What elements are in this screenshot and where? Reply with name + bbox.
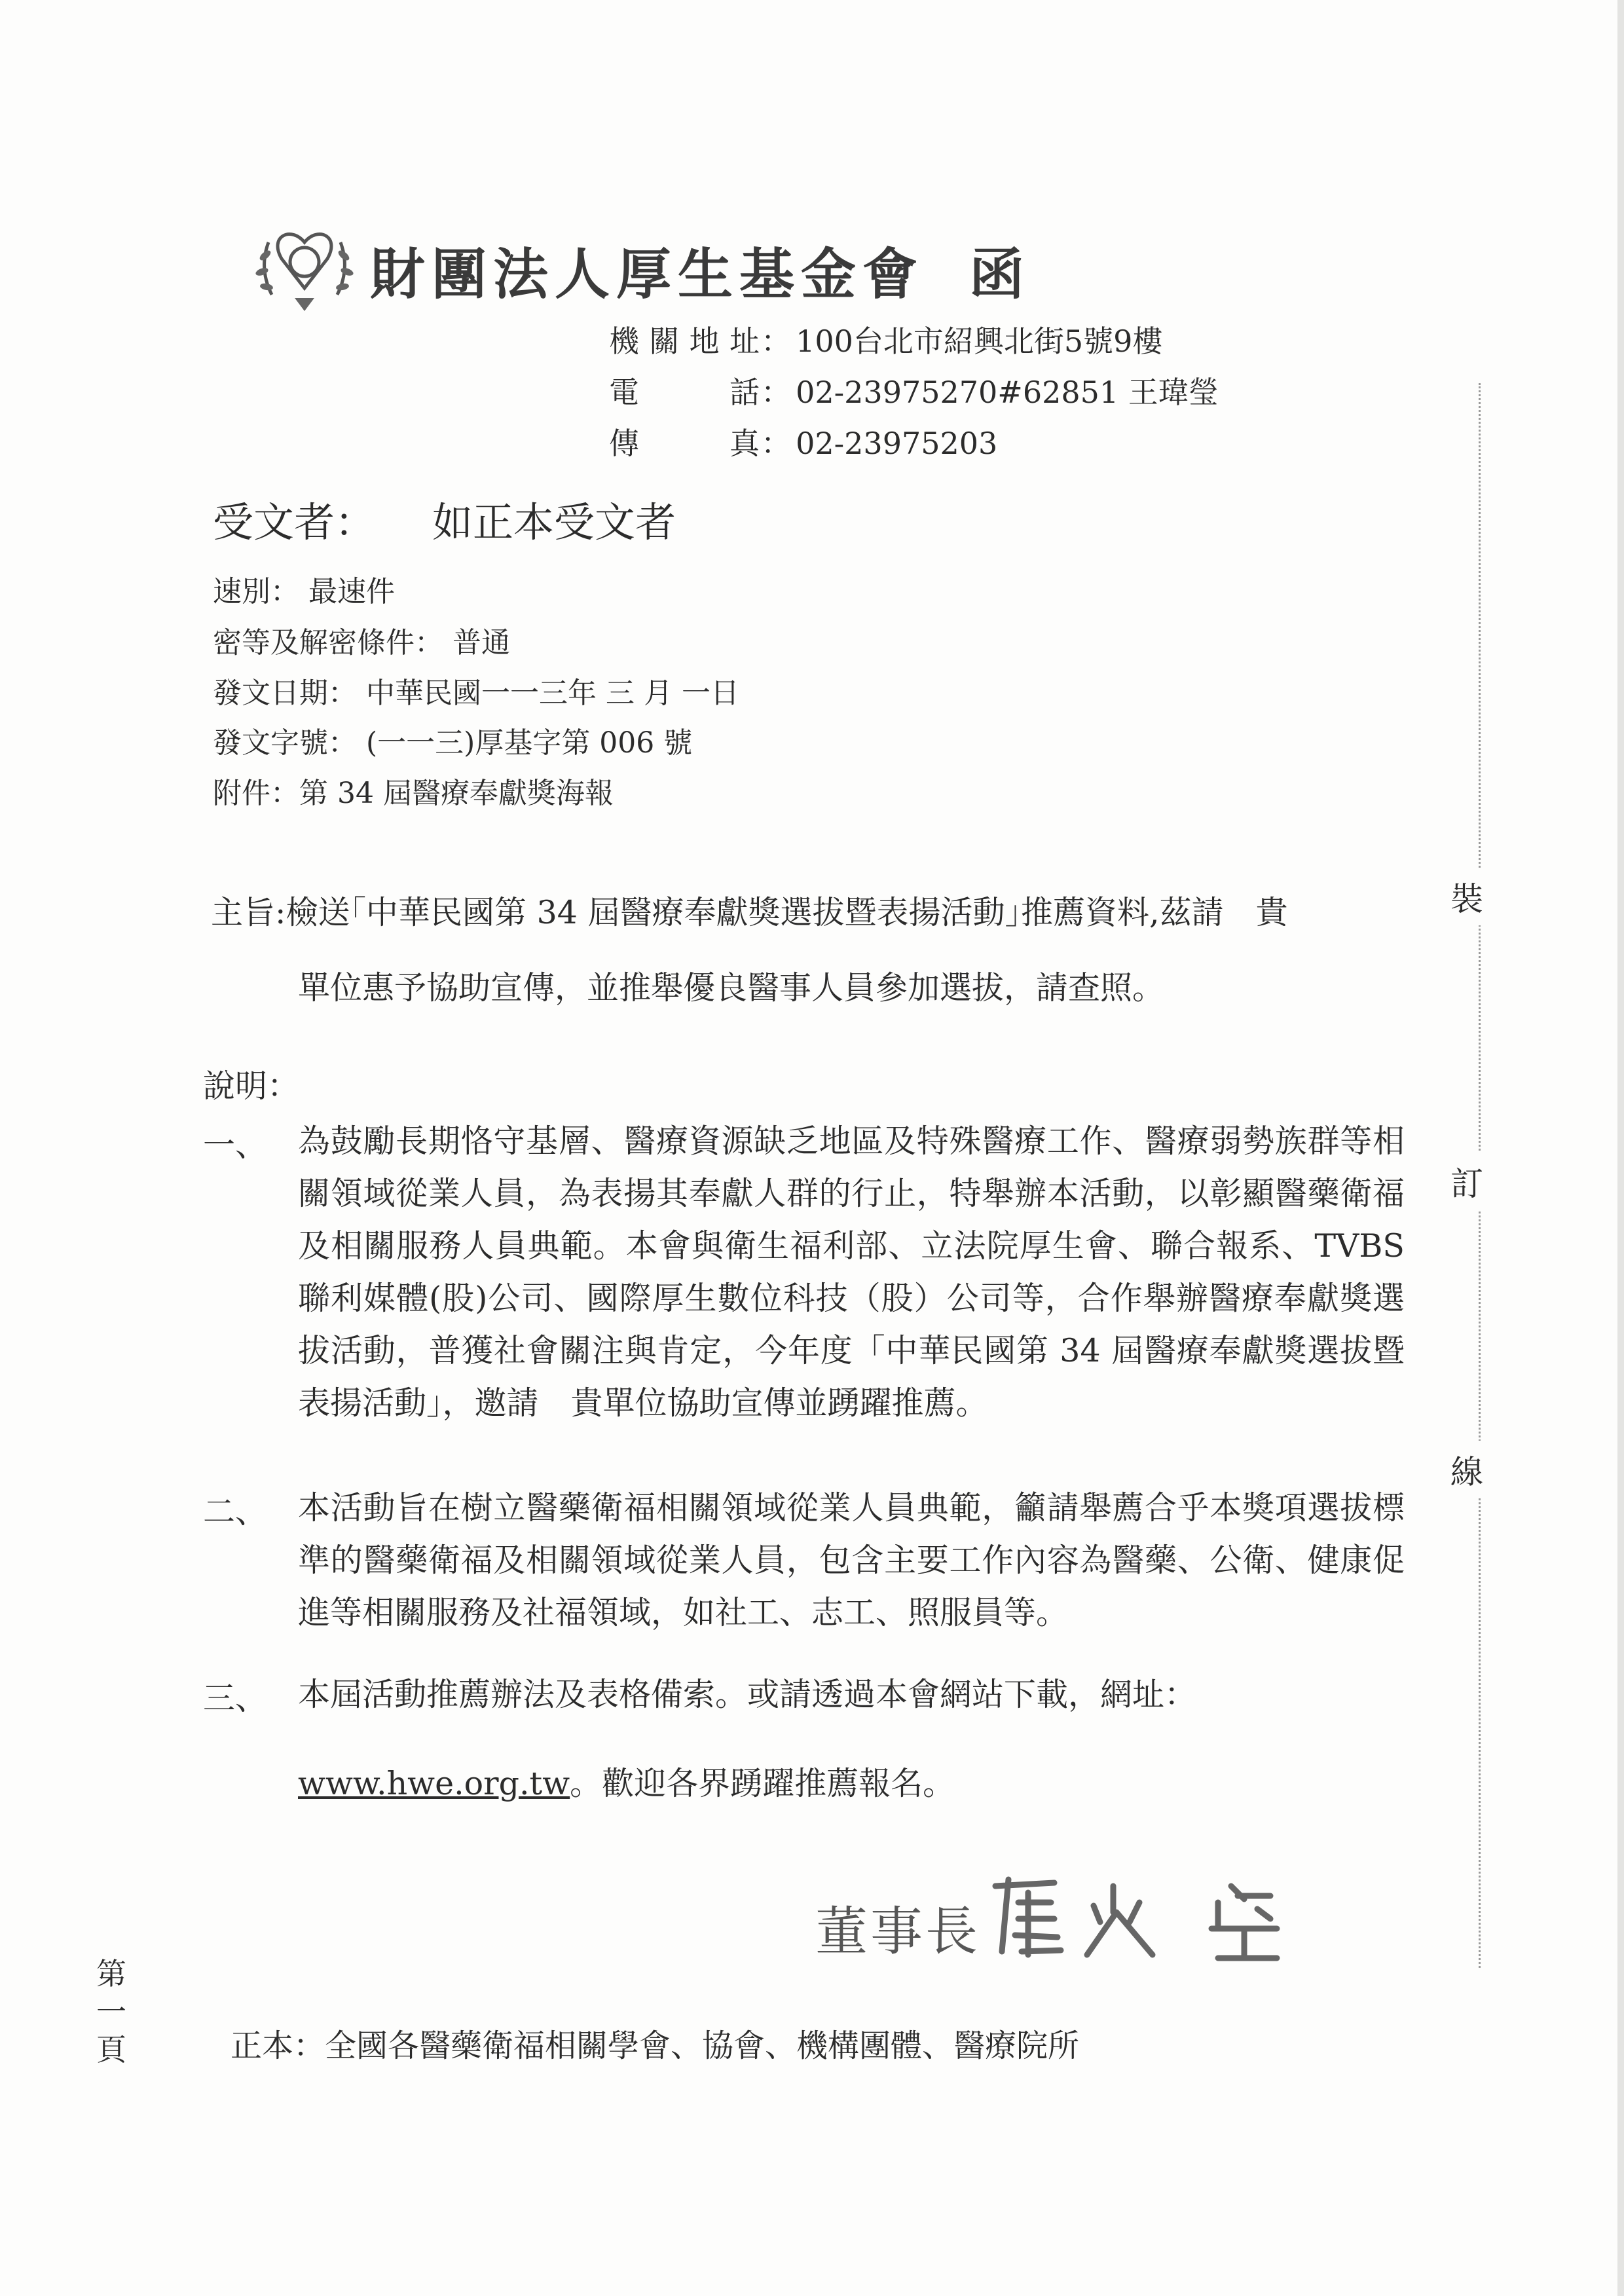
item-number: 二、 [203, 1493, 268, 1530]
fax-label: 傳真 [609, 426, 760, 461]
colon: ： [761, 324, 791, 359]
phone-label: 電話 [609, 375, 760, 410]
subject-line-2: 單位惠予協助宣傳，並推舉優良醫事人員參加選拔，請查照。 [298, 969, 1165, 1007]
page-marker: 第一頁 [96, 1956, 126, 2067]
binding-char-xian: 線 [1450, 1441, 1483, 1498]
address-value: 100台北市紹興北街5號9樓 [796, 324, 1163, 359]
recipient-value: 如正本受文者 [432, 498, 676, 546]
explanation-item-2: 本活動旨在樹立醫藥衛福相關領域從業人員典範，籲請舉薦合乎本獎項選拔標準的醫藥衛福及相關領域從業人員，包含主要工作內容為醫藥、公衛、健康促進等相關服務及社福領域，如社工、志工、照服員等。 [298, 1489, 1405, 1631]
binding-char-ding: 訂 [1450, 1153, 1483, 1210]
colon: ： [761, 375, 791, 410]
attachment-field: 附件：第 34 屆醫療奉獻獎海報 [213, 777, 614, 810]
item-number: 一、 [203, 1126, 268, 1164]
binding-char-zhuang: 裝 [1450, 868, 1483, 925]
website-link[interactable]: www.hwe.org.tw [298, 1765, 570, 1802]
contact-phone-row [609, 369, 1219, 412]
recipient-label: 受文者： [213, 498, 376, 546]
copy-to-line: 正本：全國各醫藥衛福相關學會、協會、機構團體、醫療院所 [231, 2028, 1080, 2064]
website-suffix: 。歡迎各界踴躍推薦報名。 [570, 1765, 955, 1802]
doc-number-field: 發文字號： (一一三)厚基字第 006 號 [213, 726, 693, 760]
colon: ： [761, 426, 791, 461]
speed-field: 速別： 最速件 [213, 575, 395, 608]
phone-value: 02-23975270#62851 王瑋瑩 [796, 375, 1219, 410]
item-number: 三、 [203, 1680, 268, 1717]
secrecy-field: 密等及解密條件： 普通 [213, 626, 510, 659]
explanation-label: 說明： [203, 1067, 300, 1105]
chairman-title: 董事長 [815, 1901, 980, 1962]
subject-line-1: 主旨:檢送｢中華民國第 34 屆醫療奉獻獎選拔暨表揚活動｣推薦資料,茲請 貴 [211, 894, 1288, 931]
address-label: 機關地址 [609, 324, 760, 359]
scan-edge [1617, 0, 1624, 2296]
fax-value: 02-23975203 [796, 426, 998, 461]
contact-fax-row [609, 420, 997, 463]
explanation-item-1: 為鼓勵長期恪守基層、醫療資源缺乏地區及特殊醫療工作、醫療弱勢族群等相關領域從業人員，為表揚其奉獻人群的行止，特舉辦本活動，以彰顯醫藥衛福及相關服務人員典範。本會與衛生福利部、立法院厚生會、聯合報系、TVBS 聯利媒體(股)公司、國際厚生數位科技（股）公司等，合作舉辦醫療奉獻獎選拔活動，普獲社會關注與肯定，今年度「中華民國第 34 屆醫療奉獻獎選拔暨表揚活動」，邀請 貴單位協助宣傳並踴躍推薦。 [298, 1122, 1405, 1422]
organization-name: 財團法人厚生基金會 [370, 242, 925, 306]
chairman-signature-seal [982, 1866, 1323, 1965]
explanation-item-3: 本屆活動推薦辦法及表格備索。或請透過本會網站下載，網址： [298, 1676, 1197, 1713]
document-type: 函 [969, 242, 1025, 306]
date-field: 發文日期： 中華民國一一三年 三 月 一日 [213, 676, 739, 710]
website-line [298, 1758, 955, 1809]
contact-address-row [609, 318, 1162, 361]
foundation-logo-icon [252, 216, 357, 314]
